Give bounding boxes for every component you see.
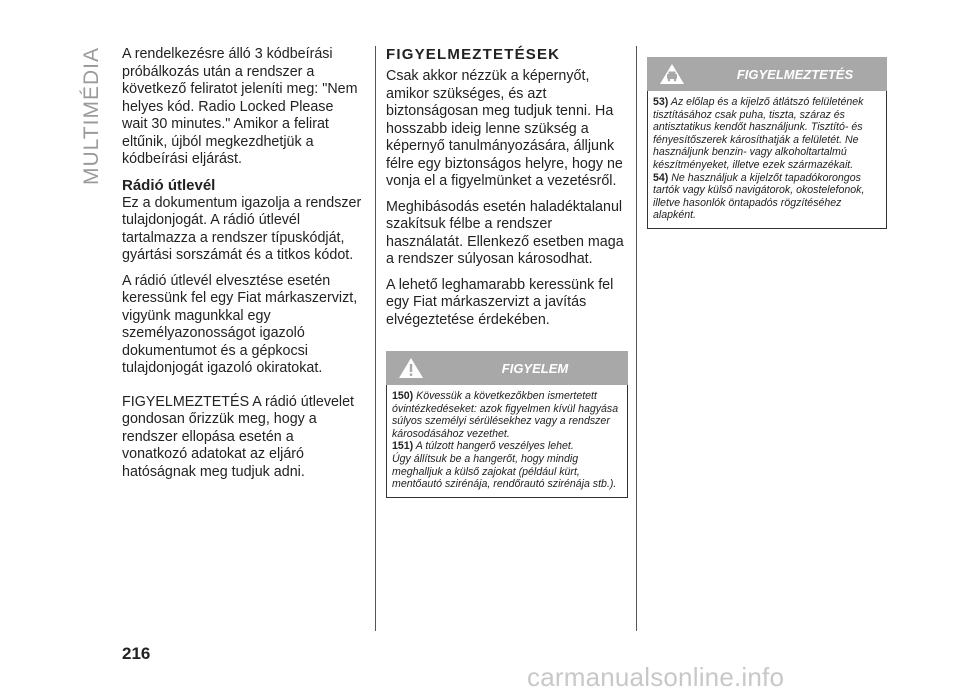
paragraph: FIGYELMEZTETÉS A rádió útlevelet gondosan őrizzük meg, hogy a rendszer ellopása esetén a vonatkozó adatokat az eljáró hatóságnak meg tudjuk adni. [122,393,355,480]
item-text: Ne használjuk a kijelzőt tapadókorongos tartók vagy külső navigátorok, okostelefonok, illetve hasonlók öntapadós rögzítéséhez alapként. [653,171,865,222]
item-number: 150) [392,390,414,402]
caution-item [392,390,622,440]
item-text: A túlzott hangerő veszélyes lehet. [415,440,574,453]
caution-box-header [386,351,628,385]
watermark: carmanualsonline.info [527,662,785,692]
heading-warnings: FIGYELMEZTETÉSEK [386,46,561,63]
caution-box [386,351,628,498]
notice-box-header [647,57,887,91]
column-divider [375,46,376,631]
section-title-vertical [78,46,106,186]
column-right [647,46,887,229]
notice-box [647,57,887,229]
notice-item [653,96,881,172]
paragraph: Csak akkor nézzük a képernyőt, amikor szükséges, és azt biztonságosan meg tudjuk tenni. Ha hosszabb ideig lenne szükség a képernyő tanulmányozására, álljunk félre egy biztonságos helyre, hogy ne vonja el a figyelmünket a vezetésről. [386,68,623,189]
caution-item: Úgy állítsuk be a hangerőt, hogy mindig meghalljuk a külső zajokat (például kürt, mentőautó szirénája, rendőrautó szirénája stb.). [392,452,617,491]
page-number: 216 [122,644,151,663]
item-text: Az előlap és a kijelző átlátszó felületének tisztításához csak puha, tiszta, száraz és antisztatikus kendőt használjunk. Tisztító- és fényesítőszerek károsíthatják a felületét. Ne használjunk benzin- vagy alkoholtartalmú készítményeket, illetve ezek származékait. [653,96,864,171]
paragraph: Meghibásodás esetén haladéktalanul szakítsuk félbe a rendszer használatát. Ellenkező esetben maga a rendszer súlyosan károsodhat. [386,198,624,267]
notice-item [653,172,881,222]
caution-box-title: FIGYELEM [501,361,569,376]
notice-box-title: FIGYELMEZTETÉS [736,67,854,82]
paragraph: Ez a dokumentum igazolja a rendszer tulajdonjogát. A rádió útlevél tartalmazza a rendszer típuskódját, gyártási sorszámát és a titkos kódot. [122,194,362,263]
column-divider [636,46,637,631]
notice-box-body [647,91,887,229]
paragraph: A rendelkezésre álló 3 kódbeírási próbálkozás után a rendszer a következő feliratot jeleníti meg: "Nem helyes kód. Radio Locked Please wait 30 minutes." Amikor a felirat eltűnik, újból megkezdhetjük a kódbeírási eljárást. [122,46,358,167]
car-caution-icon [659,63,685,85]
item-text: Kövessük a következőkben ismertetett óvintézkedéseket: azok figyelmen kívül hagyása súlyos személyi sérülésekhez vagy a rendszer károsodásához vezethet. [392,390,619,440]
warning-triangle-icon [398,357,424,379]
caution-item [392,440,622,453]
item-number: 54) [653,171,669,184]
paragraph: A lehető leghamarabb keressünk fel egy Fiat márkaszervizt a javítás elvégeztetése érdekében. [386,276,614,328]
caution-box-body [386,385,628,498]
column-middle [386,46,628,498]
heading-radio-passport: Rádió útlevél [122,176,216,194]
column-left [122,46,362,481]
item-number: 151) [392,440,414,453]
item-number: 53) [653,96,669,108]
section-title-text: MULTIMÉDIA [80,47,103,185]
paragraph: A rádió útlevél elvesztése esetén keressünk fel egy Fiat márkaszervizt, vigyünk magunkkal egy személyazonosságot igazoló dokumentumot és a gépkocsi tulajdonjogát igazoló okiratokat. [122,272,358,376]
